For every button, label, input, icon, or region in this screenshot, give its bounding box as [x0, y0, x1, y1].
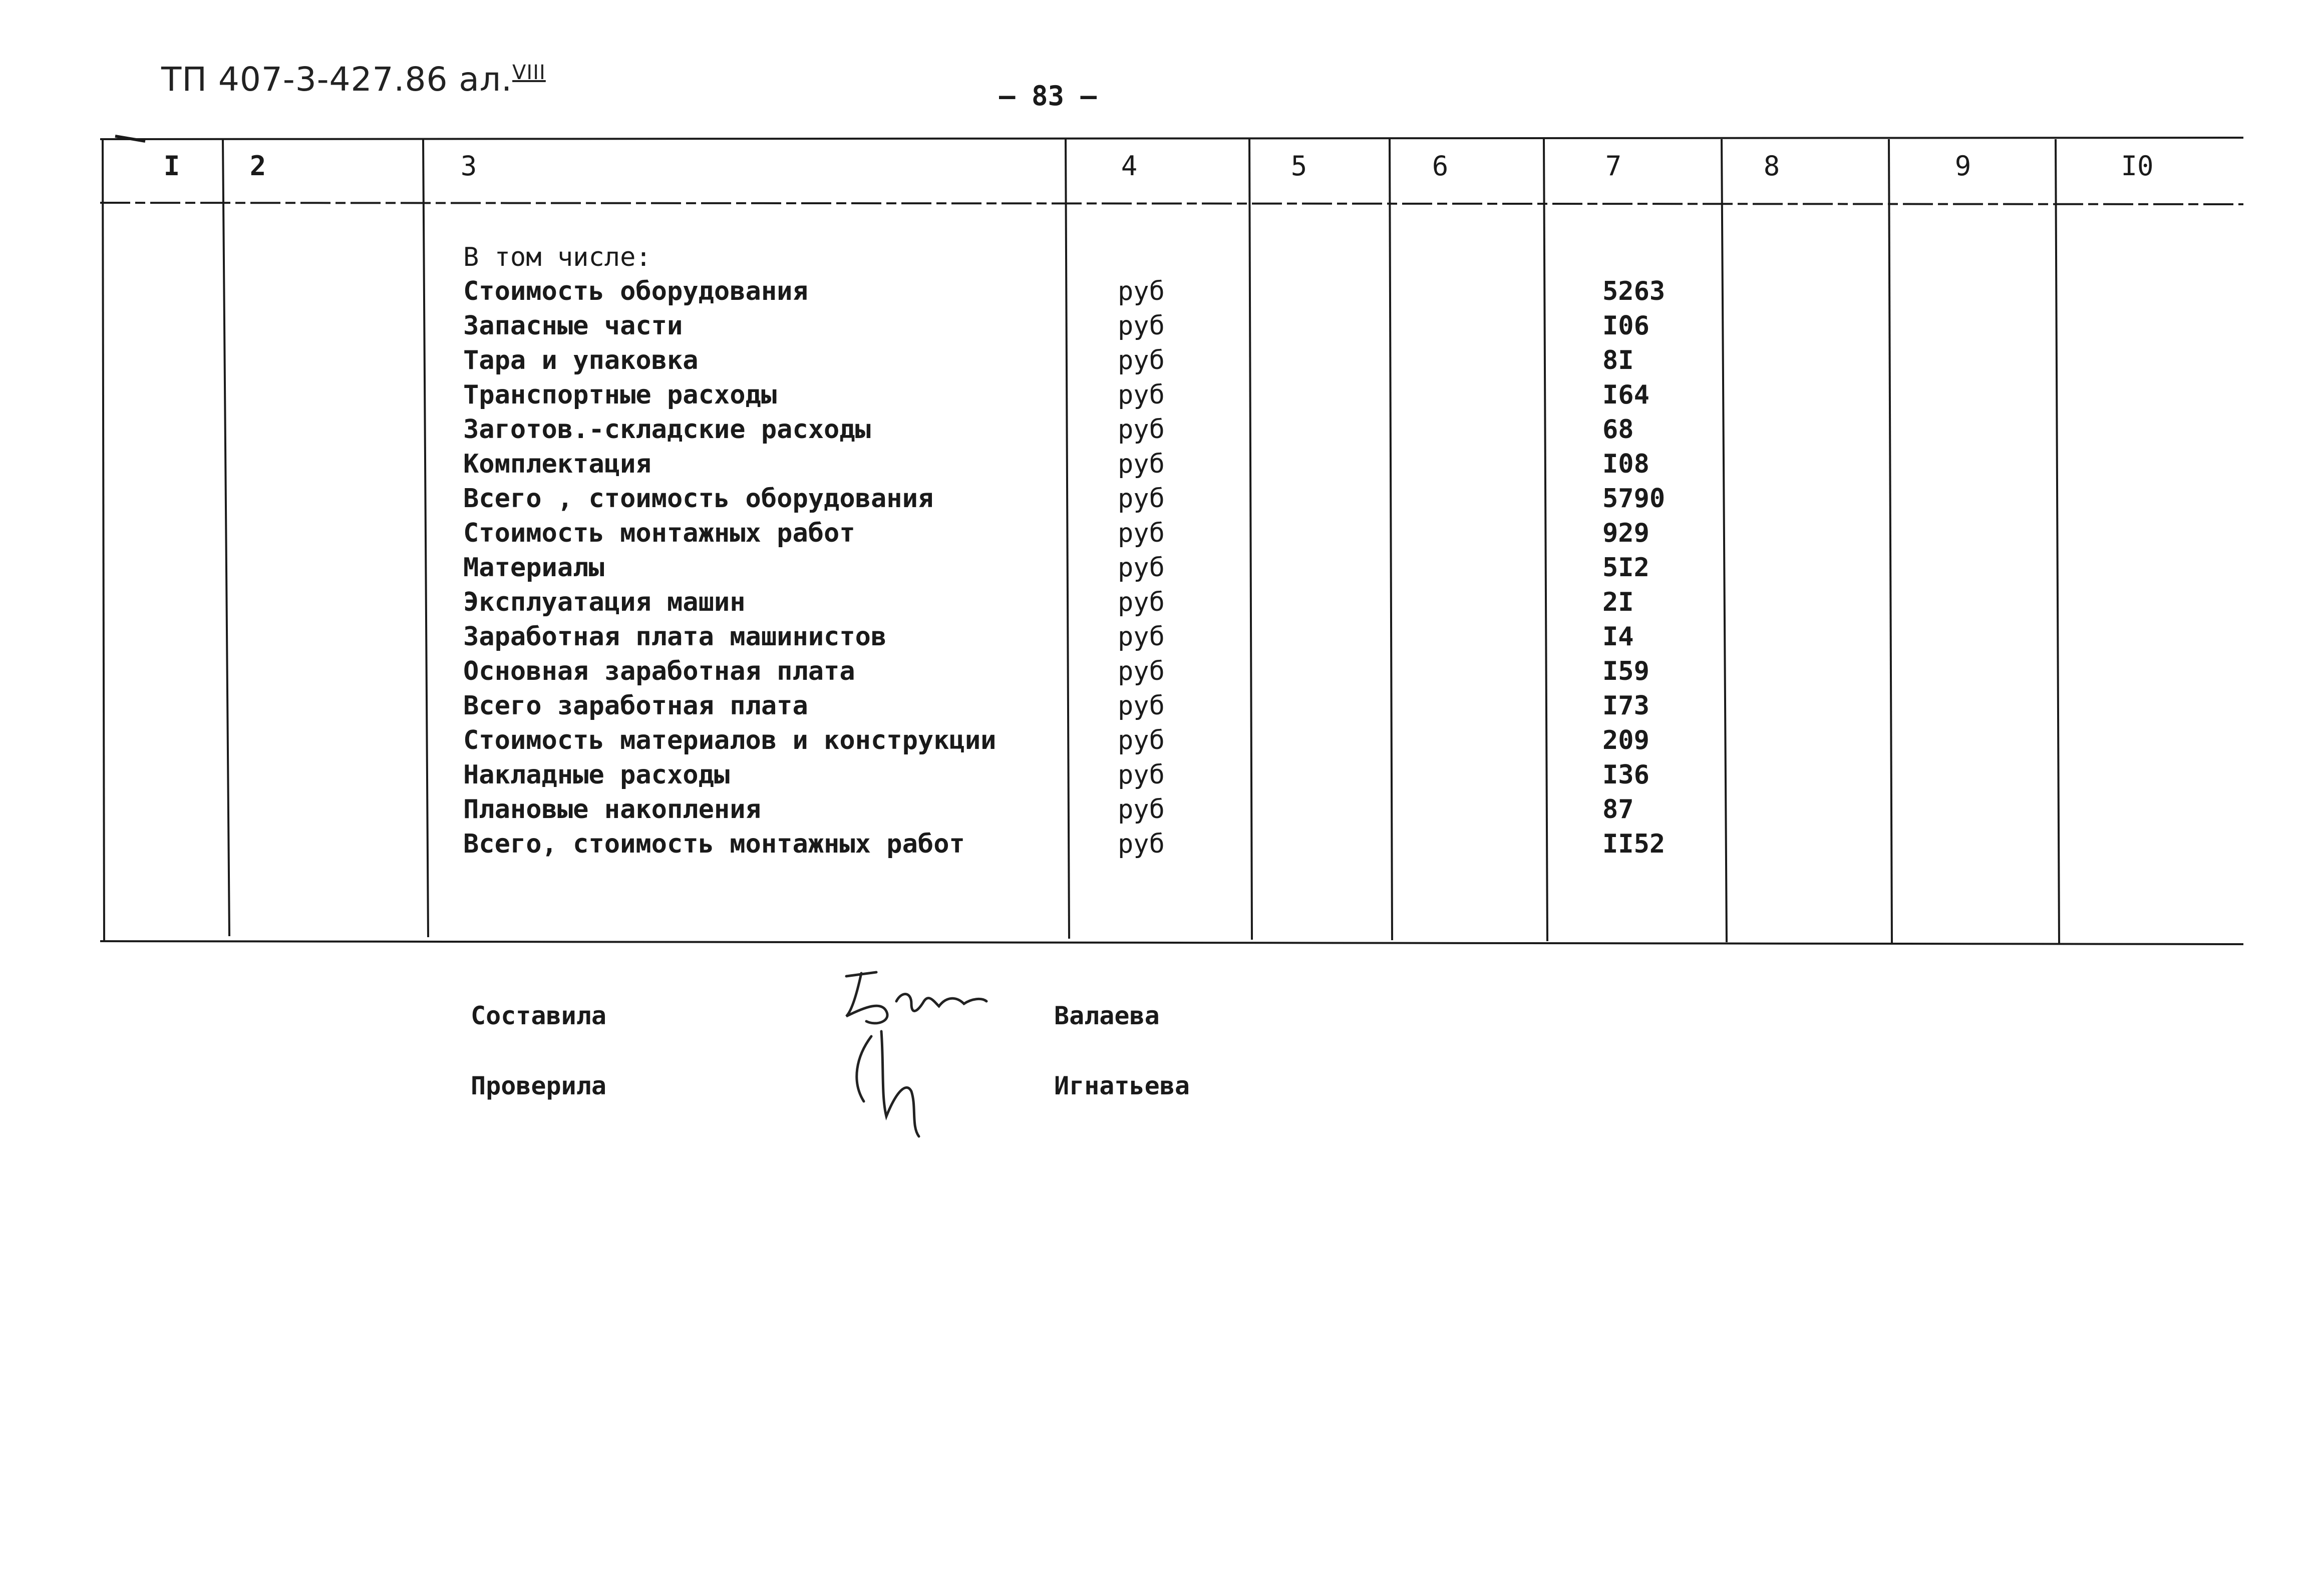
- row-unit: руб: [1118, 553, 1165, 583]
- checked-by-name: Игнатьева: [1054, 1071, 1190, 1100]
- column-header-3: 3: [460, 150, 477, 182]
- column-header-9: 9: [1954, 150, 1971, 182]
- row-value: I08: [1602, 449, 1650, 479]
- row-value: 5I2: [1602, 553, 1650, 583]
- row-label: Транспортные расходы: [463, 380, 777, 410]
- row-label: Запасные части: [463, 311, 683, 341]
- col-divider-5: [1390, 139, 1392, 940]
- document-code-text: ТП 407-3-427.86 ал.: [161, 60, 513, 99]
- row-label: Всего , стоимость оборудования: [463, 484, 934, 514]
- document-code-part: VIII: [512, 61, 546, 84]
- col-divider-7: [1722, 139, 1727, 942]
- row-label: Всего, стоимость монтажных работ: [463, 829, 965, 859]
- row-label: Стоимость материалов и конструкции: [463, 725, 997, 755]
- signature-compiled: [836, 966, 1002, 1036]
- row-unit: руб: [1118, 794, 1165, 825]
- row-label: Стоимость монтажных работ: [463, 518, 855, 548]
- row-value: 87: [1602, 794, 1634, 825]
- col-divider-3: [1066, 139, 1069, 939]
- col-divider-6: [1544, 139, 1547, 941]
- row-value: 209: [1602, 725, 1650, 755]
- header-divider: [100, 203, 2243, 204]
- row-unit: руб: [1118, 518, 1165, 548]
- row-value: I4: [1602, 622, 1634, 652]
- column-header-8: 8: [1763, 150, 1780, 182]
- column-header-4: 4: [1121, 150, 1138, 182]
- row-value: II52: [1602, 829, 1666, 859]
- page-number: – 83 –: [999, 80, 1097, 112]
- row-unit: руб: [1118, 380, 1165, 410]
- row-value: I64: [1602, 380, 1650, 410]
- row-unit: руб: [1118, 587, 1165, 617]
- row-label: Стоимость оборудования: [463, 276, 808, 306]
- row-label: Комплектация: [463, 449, 651, 479]
- row-value: 929: [1602, 518, 1650, 548]
- row-unit: руб: [1118, 691, 1165, 721]
- column-header-2: 2: [249, 150, 266, 182]
- intro-text: В том числе:: [463, 242, 651, 272]
- col-divider-4: [1249, 139, 1252, 940]
- row-label: Накладные расходы: [463, 760, 730, 790]
- row-value: I59: [1602, 656, 1650, 686]
- row-unit: руб: [1118, 276, 1165, 306]
- row-unit: руб: [1118, 622, 1165, 652]
- row-value: 2I: [1602, 587, 1634, 617]
- col-divider-2: [423, 139, 428, 937]
- signature-checked: [836, 1026, 946, 1141]
- column-header-1: I: [163, 150, 180, 182]
- col-divider-8: [1889, 139, 1892, 943]
- table-top-border: [100, 138, 2243, 139]
- row-value: I06: [1602, 311, 1650, 341]
- column-header-6: 6: [1432, 150, 1449, 182]
- row-value: 5263: [1602, 276, 1666, 306]
- row-value: 68: [1602, 415, 1634, 445]
- row-unit: руб: [1118, 311, 1165, 341]
- row-label: Тара и упаковка: [463, 345, 699, 375]
- row-value: 5790: [1602, 484, 1666, 514]
- row-unit: руб: [1118, 725, 1165, 755]
- row-unit: руб: [1118, 829, 1165, 859]
- row-label: Плановые накопления: [463, 794, 761, 825]
- col-divider-1: [223, 139, 229, 936]
- column-header-10: I0: [2121, 150, 2154, 182]
- compiled-by-label: Составила: [471, 1001, 606, 1030]
- row-label: Всего заработная плата: [463, 691, 808, 721]
- row-value: I73: [1602, 691, 1650, 721]
- row-label: Эксплуатация машин: [463, 587, 746, 617]
- row-unit: руб: [1118, 449, 1165, 479]
- column-header-5: 5: [1290, 150, 1307, 182]
- row-unit: руб: [1118, 484, 1165, 514]
- table-bottom-border: [100, 941, 2243, 944]
- row-value: I36: [1602, 760, 1650, 790]
- row-unit: руб: [1118, 656, 1165, 686]
- col-divider-9: [2056, 139, 2059, 943]
- row-label: Заготов.-складские расходы: [463, 415, 871, 445]
- col-divider-0: [103, 139, 104, 942]
- row-unit: руб: [1118, 345, 1165, 375]
- row-label: Заработная плата машинистов: [463, 622, 887, 652]
- compiled-by-name: Валаева: [1054, 1001, 1160, 1030]
- row-unit: руб: [1118, 415, 1165, 445]
- column-header-7: 7: [1605, 150, 1622, 182]
- checked-by-label: Проверила: [471, 1071, 606, 1100]
- row-label: Материалы: [463, 553, 604, 583]
- row-label: Основная заработная плата: [463, 656, 855, 686]
- row-value: 8I: [1602, 345, 1634, 375]
- row-unit: руб: [1118, 760, 1165, 790]
